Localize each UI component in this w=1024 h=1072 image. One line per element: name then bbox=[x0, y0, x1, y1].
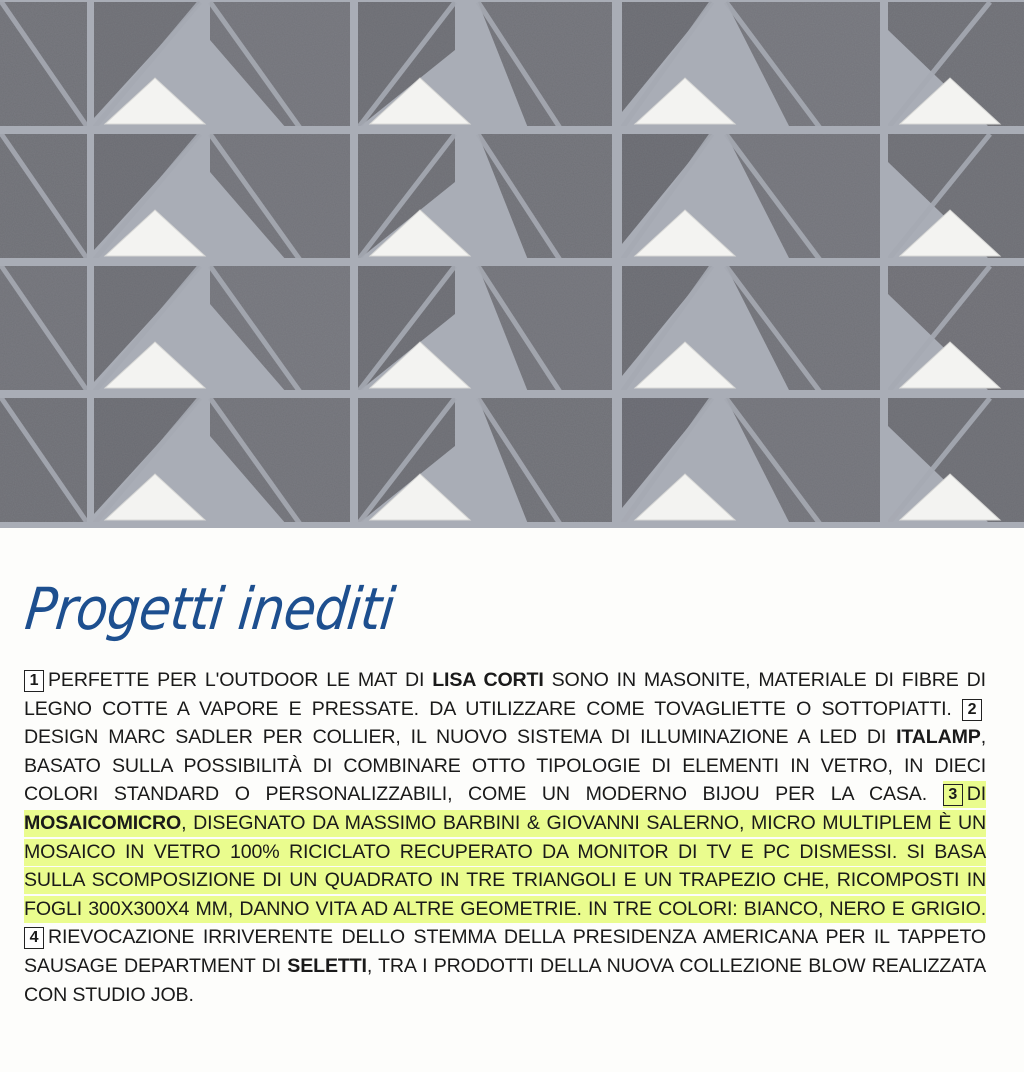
item-number-badge: 4 bbox=[24, 927, 44, 949]
item-number-badge: 3 bbox=[943, 784, 963, 806]
brand-name: MOSAICOMICRO bbox=[24, 811, 182, 834]
item-1: 1 PERFETTE PER L'OUTDOOR LE MAT DI LISA CORTI SONO IN MASONITE, MATERIALE DI FIBRE DI LEGNO COTTE A VAPORE E PRESSATE. DA UTILIZZARE COME TOVAGLIETTE O SOTTOPIATTI. bbox=[24, 669, 986, 720]
item-3-highlighted: 3 DI MOSAICOMICRO, DISEGNATO DA MASSIMO BARBINI & GIOVANNI SALERNO, MICRO MULTIPLEM È UN MOSAICO IN VETRO 100% RICICLATO RECUPERATO DA MONITOR DI TV E PC DISMESSI. SI BASA SULLA SCOMPOSIZIONE DI UN QUADRATO IN TRE TRIANGOLI E UN TRAPEZIO CHE, RICOMPOSTI IN FOGLI 300X300X4 MM, DANNO VITA AD ALTRE GEOMETRIE. IN TRE COLORI: BIANCO, NERO E GRIGIO. bbox=[24, 781, 986, 922]
item-number-badge: 1 bbox=[24, 670, 44, 692]
article-title: Progetti inediti bbox=[22, 575, 398, 643]
article-body bbox=[24, 666, 986, 1009]
item-number-badge: 2 bbox=[962, 699, 982, 721]
mosaic-tile-pattern-image bbox=[0, 0, 1024, 528]
item-2: 2DESIGN MARC SADLER PER COLLIER, IL NUOVO SISTEMA DI ILLUMINAZIONE A LED DI ITALAMP, BASATO SULLA POSSIBILITÀ DI COMBINARE OTTO TIPOLOGIE DI ELEMENTI IN VETRO, IN DIECI COLORI STANDARD O PERSONALIZZABILI, COME UN MODERNO BIJOU PER LA CASA. bbox=[24, 700, 986, 806]
brand-name: LISA CORTI bbox=[432, 669, 544, 691]
brand-name: SELETTI bbox=[287, 954, 367, 977]
mosaic-photo bbox=[0, 0, 1024, 528]
item-4: 4 RIEVOCAZIONE IRRIVERENTE DELLO STEMMA DELLA PRESIDENZA AMERICANA PER IL TAPPETO SAUSAGE DEPARTMENT DI SELETTI, TRA I PRODOTTI DELLA NUOVA COLLEZIONE BLOW REALIZZATA CON STUDIO JOB. bbox=[24, 926, 986, 1006]
brand-name: ITALAMP bbox=[896, 726, 981, 749]
